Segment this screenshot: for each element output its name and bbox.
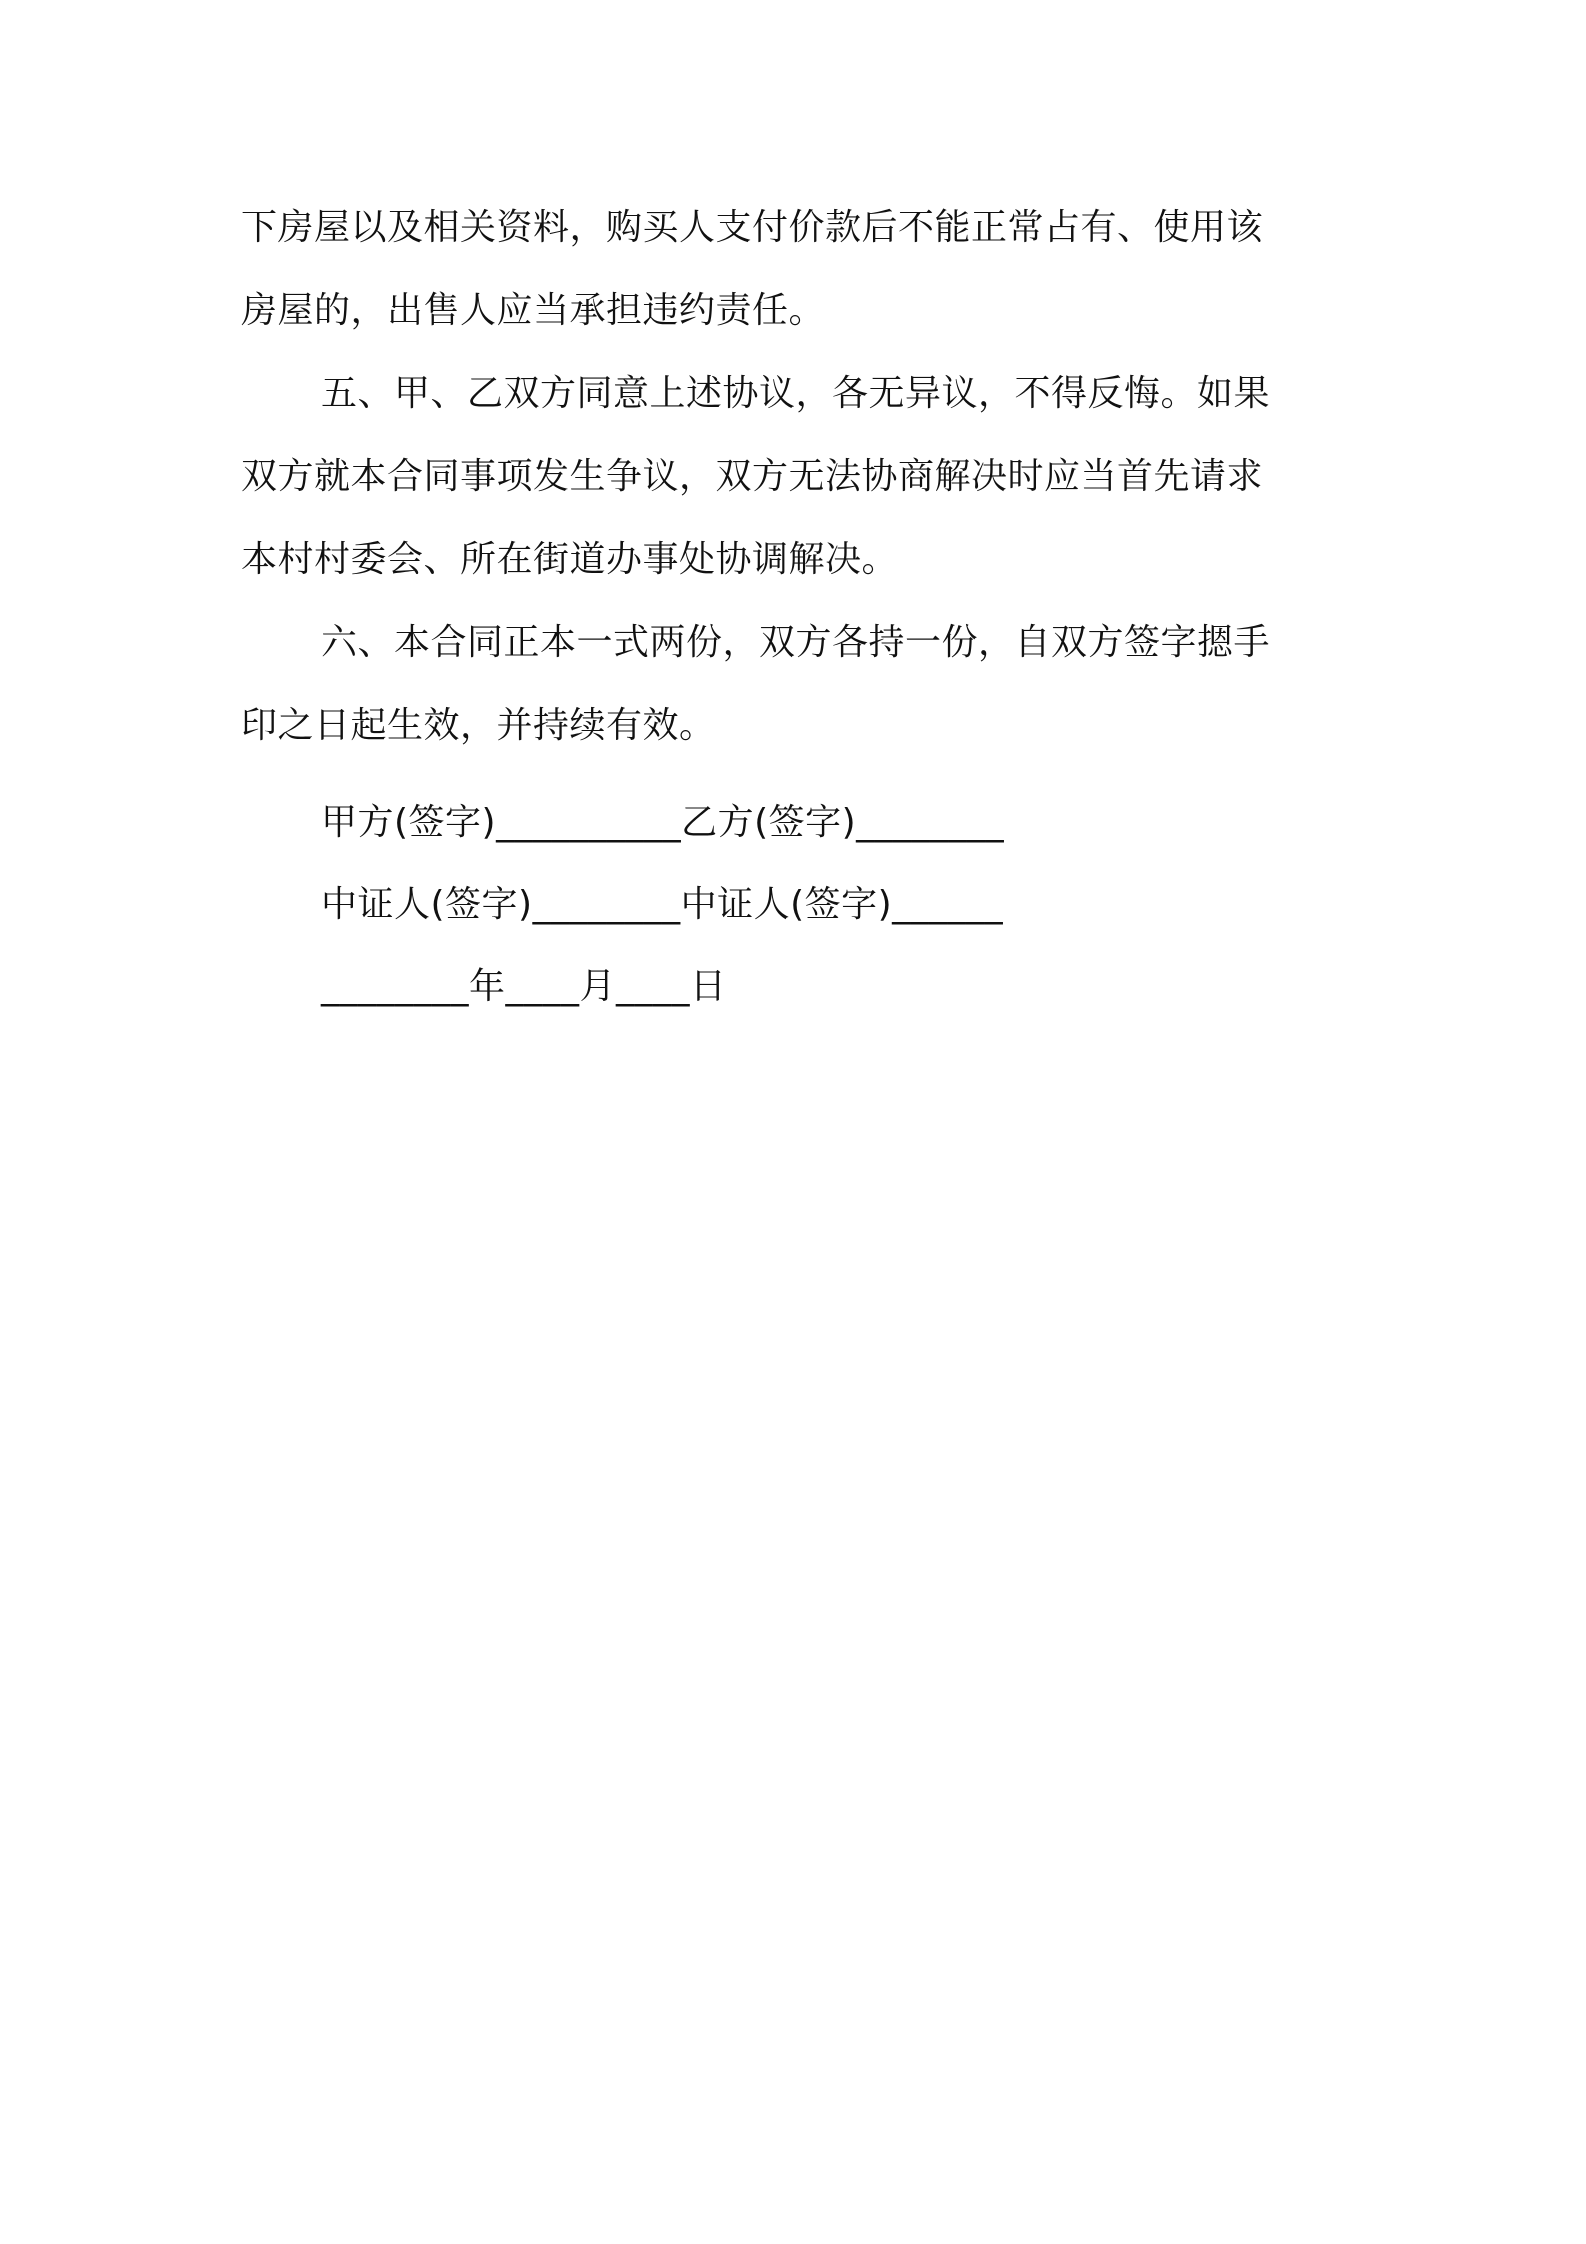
paragraph-5-line-3: 本村村委会、所在街道办事处协调解决。 xyxy=(241,539,899,580)
paragraph-5-line-2: 双方就本合同事项发生争议，双方无法协商解决时应当首先请求 xyxy=(241,456,1264,497)
signature-parties-line: 甲方(签字)__________乙方(签字)________ xyxy=(321,802,1005,843)
paragraph-1-line-2: 房屋的，出售人应当承担违约责任。 xyxy=(241,290,826,331)
paragraph-1-line-1: 下房屋以及相关资料，购买人支付价款后不能正常占有、使用该 xyxy=(241,207,1264,248)
contract-body xyxy=(241,186,1351,767)
paragraph-6-line-2: 印之日起生效，并持续有效。 xyxy=(241,705,716,746)
paragraph-6-line-1: 六、本合同正本一式两份，双方各持一份，自双方签字摁手 xyxy=(321,622,1271,663)
signature-section xyxy=(321,782,1004,1028)
signature-witnesses-line: 中证人(签字)________中证人(签字)______ xyxy=(321,884,1004,925)
paragraph-5-line-1: 五、甲、乙双方同意上述协议，各无异议，不得反悔。如果 xyxy=(321,373,1271,414)
signature-date-line: ________年____月____日 xyxy=(321,966,727,1007)
